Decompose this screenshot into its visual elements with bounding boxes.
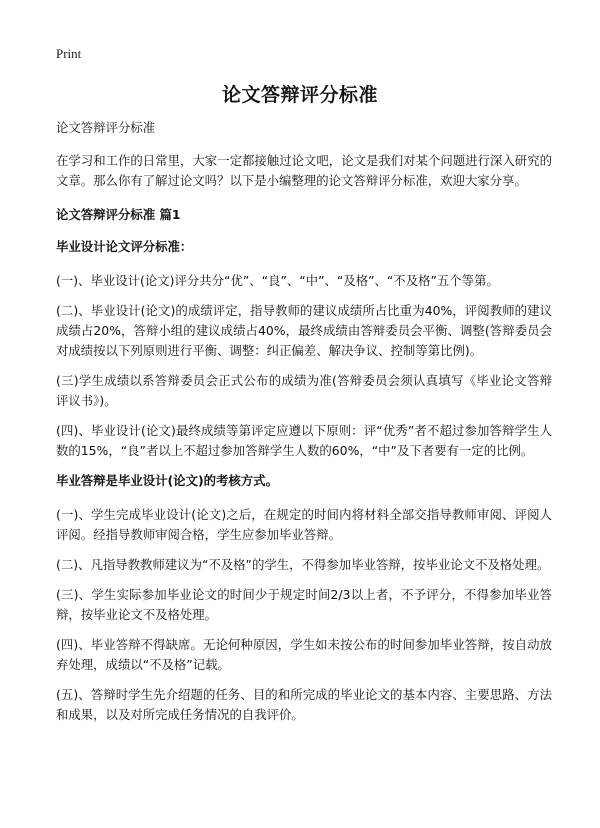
criteria-heading: 毕业设计论文评分标准： [56, 239, 193, 254]
page-title: 论文答辩评分标准 [221, 84, 378, 106]
print-label: Print [56, 46, 82, 61]
defense-rule-1: (一)、学生完成毕业设计(论文)之后，在规定的时间内将材料全部交指导教师审阅、评阅人评阅。经指导教师审阅合格，学生应参加毕业答辩。 [56, 507, 552, 542]
document-subtitle: 论文答辩评分标准 [56, 120, 156, 135]
criteria-item-1: (一)、毕业设计(论文)评分共分“优”、“良”、“中”、“及格”、“不及格”五个等第。 [56, 273, 499, 288]
criteria-item-3: (三)学生成绩以系答辩委员会正式公布的成绩为准(答辩委员会须认真填写《毕业论文答辩评议书》)。 [56, 373, 552, 408]
section-heading: 论文答辩评分标准 篇1 [56, 207, 181, 222]
criteria-item-4: (四)、毕业设计(论文)最终成绩等第评定应遵以下原则：评“优秀”者不超过参加答辩学生人数的15%，“良”者以上不超过参加答辩学生人数的60%，“中”及下者要有一定的比例。 [56, 423, 552, 458]
defense-rule-4: (四)、毕业答辩不得缺席。无论何种原因，学生如未按公布的时间参加毕业答辩，按自动放弃处理，成绩以“不及格”记载。 [56, 637, 552, 672]
document-body [56, 118, 552, 735]
defense-rule-5: (五)、答辩时学生先介绍题的任务、目的和所完成的毕业论文的基本内容、主要思路、方法和成果，以及对所完成任务情况的自我评价。 [56, 687, 552, 722]
defense-rule-2: (二)、凡指导教教师建议为“不及格”的学生，不得参加毕业答辩，按毕业论文不及格处理。 [56, 557, 550, 572]
criteria-item-2: (二)、毕业设计(论文)的成绩评定，指导教师的建议成绩所占比重为40%，评阅教师的建议成绩占20%，答辩小组的建议成绩占40%，最终成绩由答辩委员会平衡、调整(答辩委员会对成绩按以下列原则进行平衡、调整：纠正偏差、解决争议、控制等第比例)。 [56, 303, 552, 358]
defense-heading: 毕业答辩是毕业设计(论文)的考核方式。 [56, 473, 278, 488]
intro-paragraph: 在学习和工作的日常里，大家一定都接触过论文吧，论文是我们对某个问题进行深入研究的文章。那么你有了解过论文吗？以下是小编整理的论文答辩评分标准，欢迎大家分享。 [56, 153, 552, 188]
defense-rule-3: (三)、学生实际参加毕业论文的时间少于规定时间2/3以上者，不予评分，不得参加毕业答辩，按毕业论文不及格处理。 [56, 587, 552, 622]
